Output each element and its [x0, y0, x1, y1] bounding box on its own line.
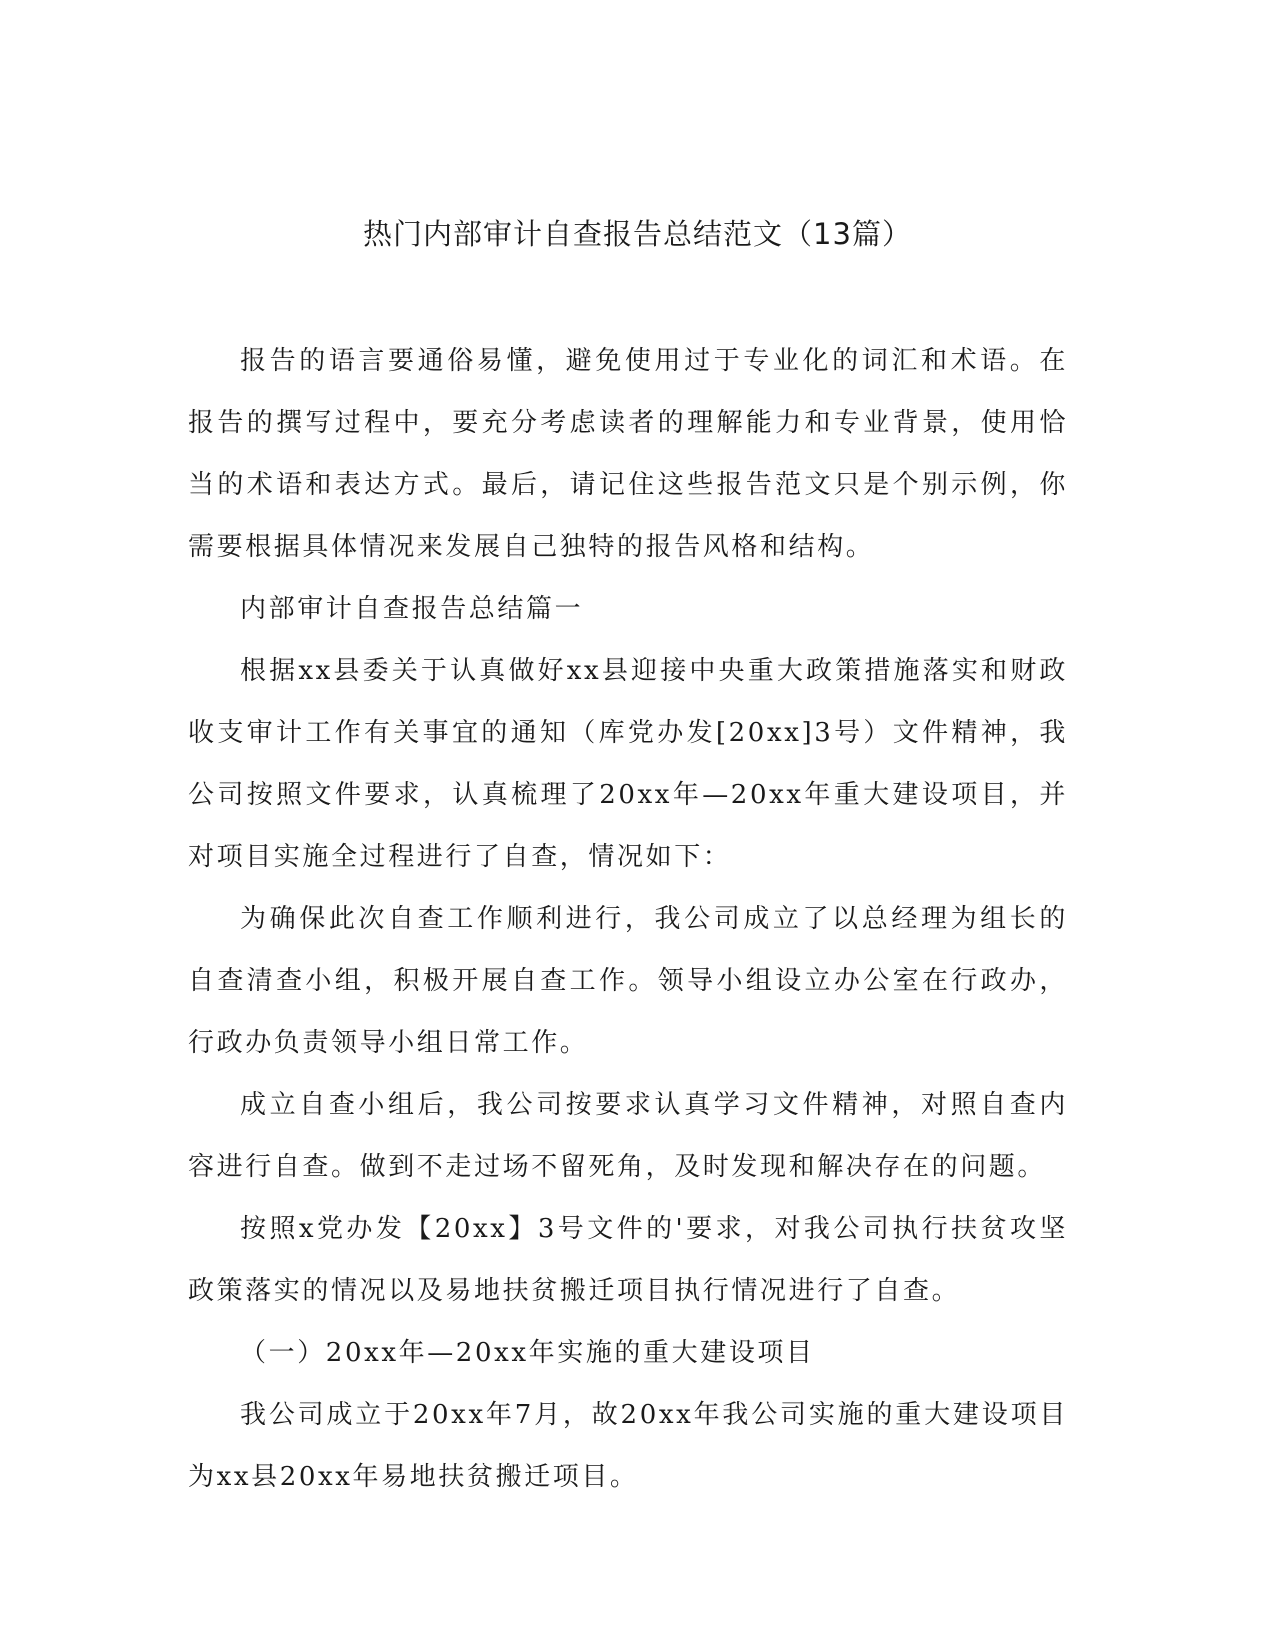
paragraph-intro: 报告的语言要通俗易懂，避免使用过于专业化的词汇和术语。在报告的撰写过程中，要充分考虑读者的理解能力和专业背景，使用恰当的术语和表达方式。最后，请记住这些报告范文只是个别示例，你需要根据具体情况来发展自己独特的报告风格和结构。	[188, 346, 1068, 562]
section-heading-part-one: 内部审计自查报告总结篇一	[240, 594, 584, 624]
subheading-projects: （一）20xx年—20xx年实施的重大建设项目	[240, 1338, 815, 1368]
paragraph-team: 为确保此次自查工作顺利进行，我公司成立了以总经理为组长的自查清查小组，积极开展自查工作。领导小组设立办公室在行政办，行政办负责领导小组日常工作。	[188, 904, 1068, 1058]
paragraph-policy: 按照x党办发【20xx】3号文件的'要求，对我公司执行扶贫攻坚政策落实的情况以及易地扶贫搬迁项目执行情况进行了自查。	[188, 1214, 1068, 1306]
paragraph-basis: 根据xx县委关于认真做好xx县迎接中央重大政策措施落实和财政收支审计工作有关事宜的通知（库党办发[20xx]3号）文件精神，我公司按照文件要求，认真梳理了20xx年—20xx年重大建设项目，并对项目实施全过程进行了自查，情况如下：	[188, 656, 1068, 872]
document-body	[188, 330, 1068, 1508]
document-title: 热门内部审计自查报告总结范文（13篇）	[363, 217, 912, 251]
paragraph-company: 我公司成立于20xx年7月，故20xx年我公司实施的重大建设项目为xx县20xx年易地扶贫搬迁项目。	[188, 1400, 1068, 1492]
paragraph-study: 成立自查小组后，我公司按要求认真学习文件精神，对照自查内容进行自查。做到不走过场不留死角，及时发现和解决存在的问题。	[188, 1090, 1068, 1182]
